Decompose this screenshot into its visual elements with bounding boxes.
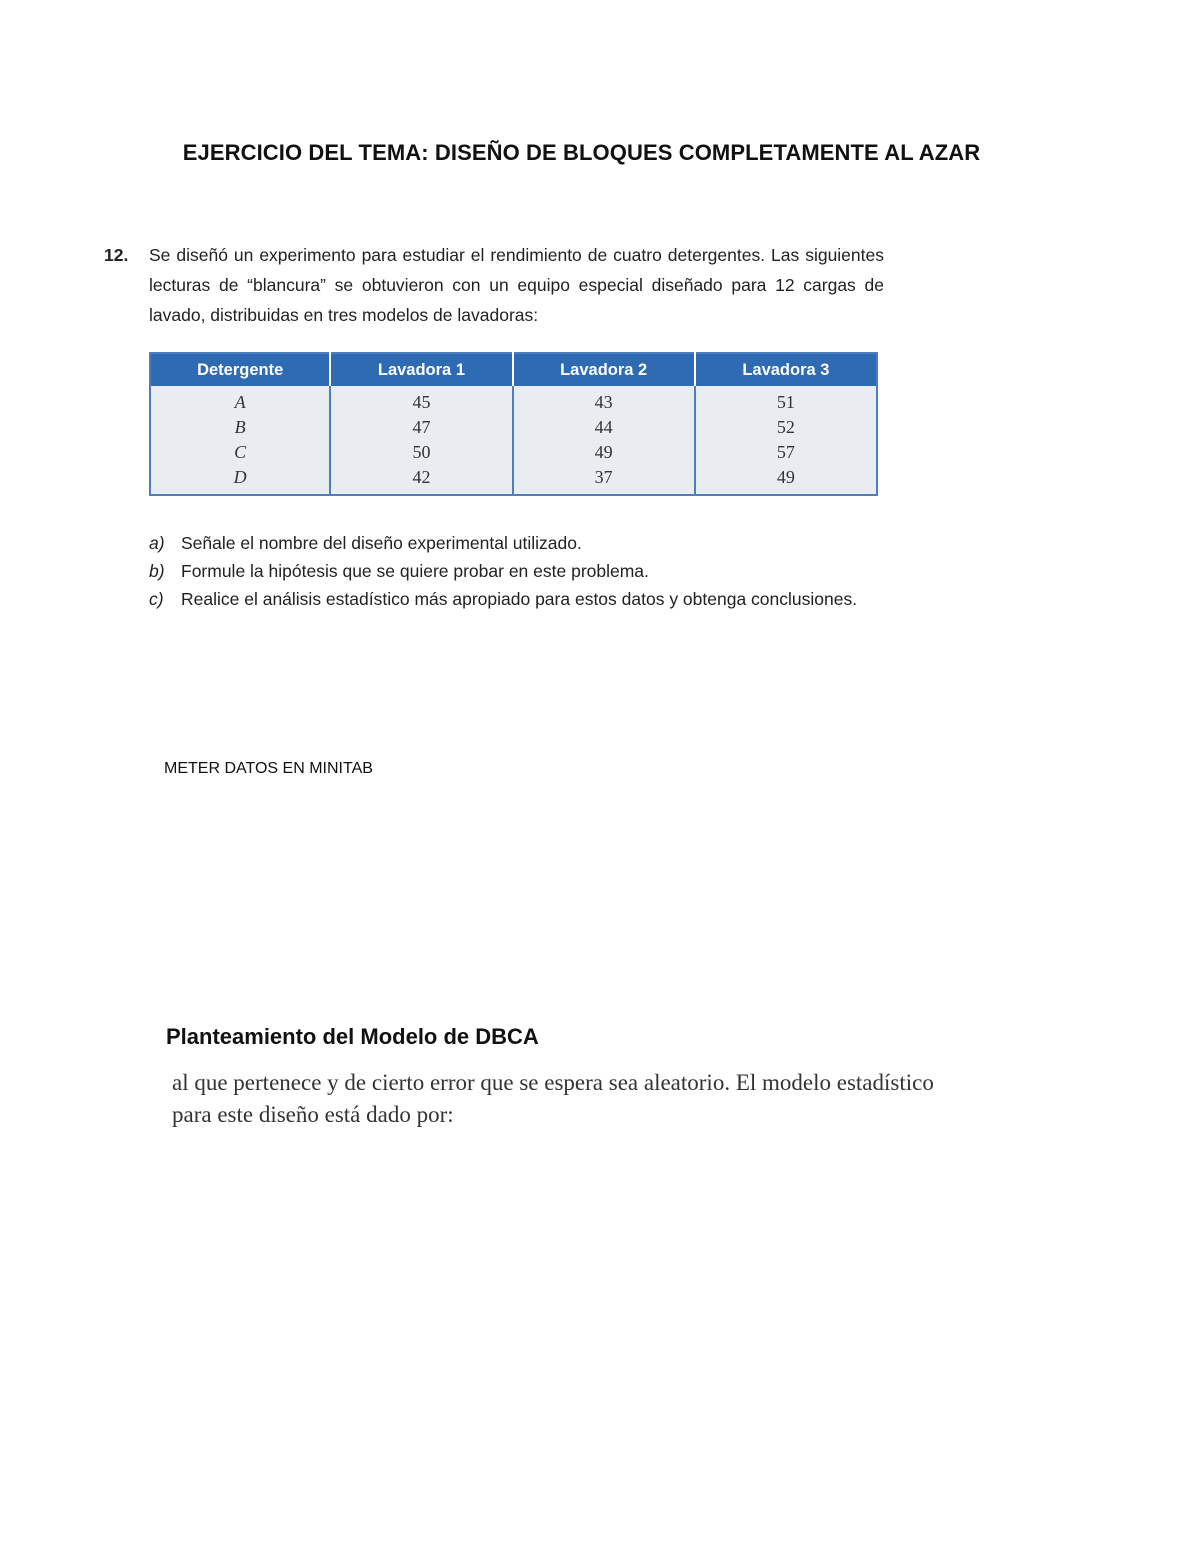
- table-cell: D: [233, 467, 247, 487]
- table-cell: 49: [513, 440, 695, 465]
- table-cell: 43: [513, 386, 695, 415]
- problem-text: Se diseñó un experimento para estudiar el rendimiento de cuatro detergentes. Las siguientes lecturas de “blancura” se obtuvieron con un equipo especial diseñado para 12 cargas de lavado, distribuidas en tres modelos de lavadoras:: [149, 245, 884, 325]
- data-table: [149, 352, 878, 496]
- problem-number: 12.: [104, 245, 129, 265]
- table-header-row: [150, 353, 877, 386]
- question-item: [149, 557, 881, 585]
- model-excerpt: [172, 1067, 1032, 1131]
- header-detergente: Detergente: [150, 353, 330, 386]
- table-cell: 57: [695, 440, 877, 465]
- question-text: Realice el análisis estadístico más apropiado para estos datos y obtenga conclusiones.: [181, 589, 858, 609]
- header-lavadora-2: Lavadora 2: [513, 353, 695, 386]
- page-title: EJERCICIO DEL TEMA: DISEÑO DE BLOQUES COMPLETAMENTE AL AZAR: [182, 140, 981, 165]
- table-cell: 50: [330, 440, 512, 465]
- question-item: [149, 529, 881, 557]
- question-list: [149, 529, 881, 613]
- table-cell: 49: [695, 465, 877, 495]
- question-label: b): [149, 561, 165, 581]
- excerpt-line: para este diseño está dado por:: [172, 1102, 454, 1127]
- table-cell: 45: [330, 386, 512, 415]
- table-row: [150, 440, 877, 465]
- question-text: Señale el nombre del diseño experimental utilizado.: [181, 533, 582, 553]
- minitab-note: METER DATOS EN MINITAB: [164, 760, 373, 777]
- table-cell: 51: [695, 386, 877, 415]
- table-cell: 42: [330, 465, 512, 495]
- header-lavadora-1: Lavadora 1: [330, 353, 512, 386]
- problem-statement: [104, 240, 884, 330]
- table-cell: 37: [513, 465, 695, 495]
- question-text: Formule la hipótesis que se quiere probar en este problema.: [181, 561, 649, 581]
- table-row: [150, 415, 877, 440]
- question-item: [149, 585, 881, 613]
- header-lavadora-3: Lavadora 3: [695, 353, 877, 386]
- table-cell: 44: [513, 415, 695, 440]
- table-cell: 52: [695, 415, 877, 440]
- section-heading: Planteamiento del Modelo de DBCA: [166, 1024, 539, 1049]
- table-cell: C: [234, 442, 247, 462]
- table-cell: 47: [330, 415, 512, 440]
- question-label: c): [149, 589, 164, 609]
- table-row: [150, 465, 877, 495]
- table-row: [150, 386, 877, 415]
- table-cell: A: [234, 392, 246, 412]
- excerpt-line: al que pertenece y de cierto error que se espera sea aleatorio. El modelo estadístico: [172, 1070, 934, 1095]
- table-cell: B: [234, 417, 246, 437]
- question-label: a): [149, 533, 165, 553]
